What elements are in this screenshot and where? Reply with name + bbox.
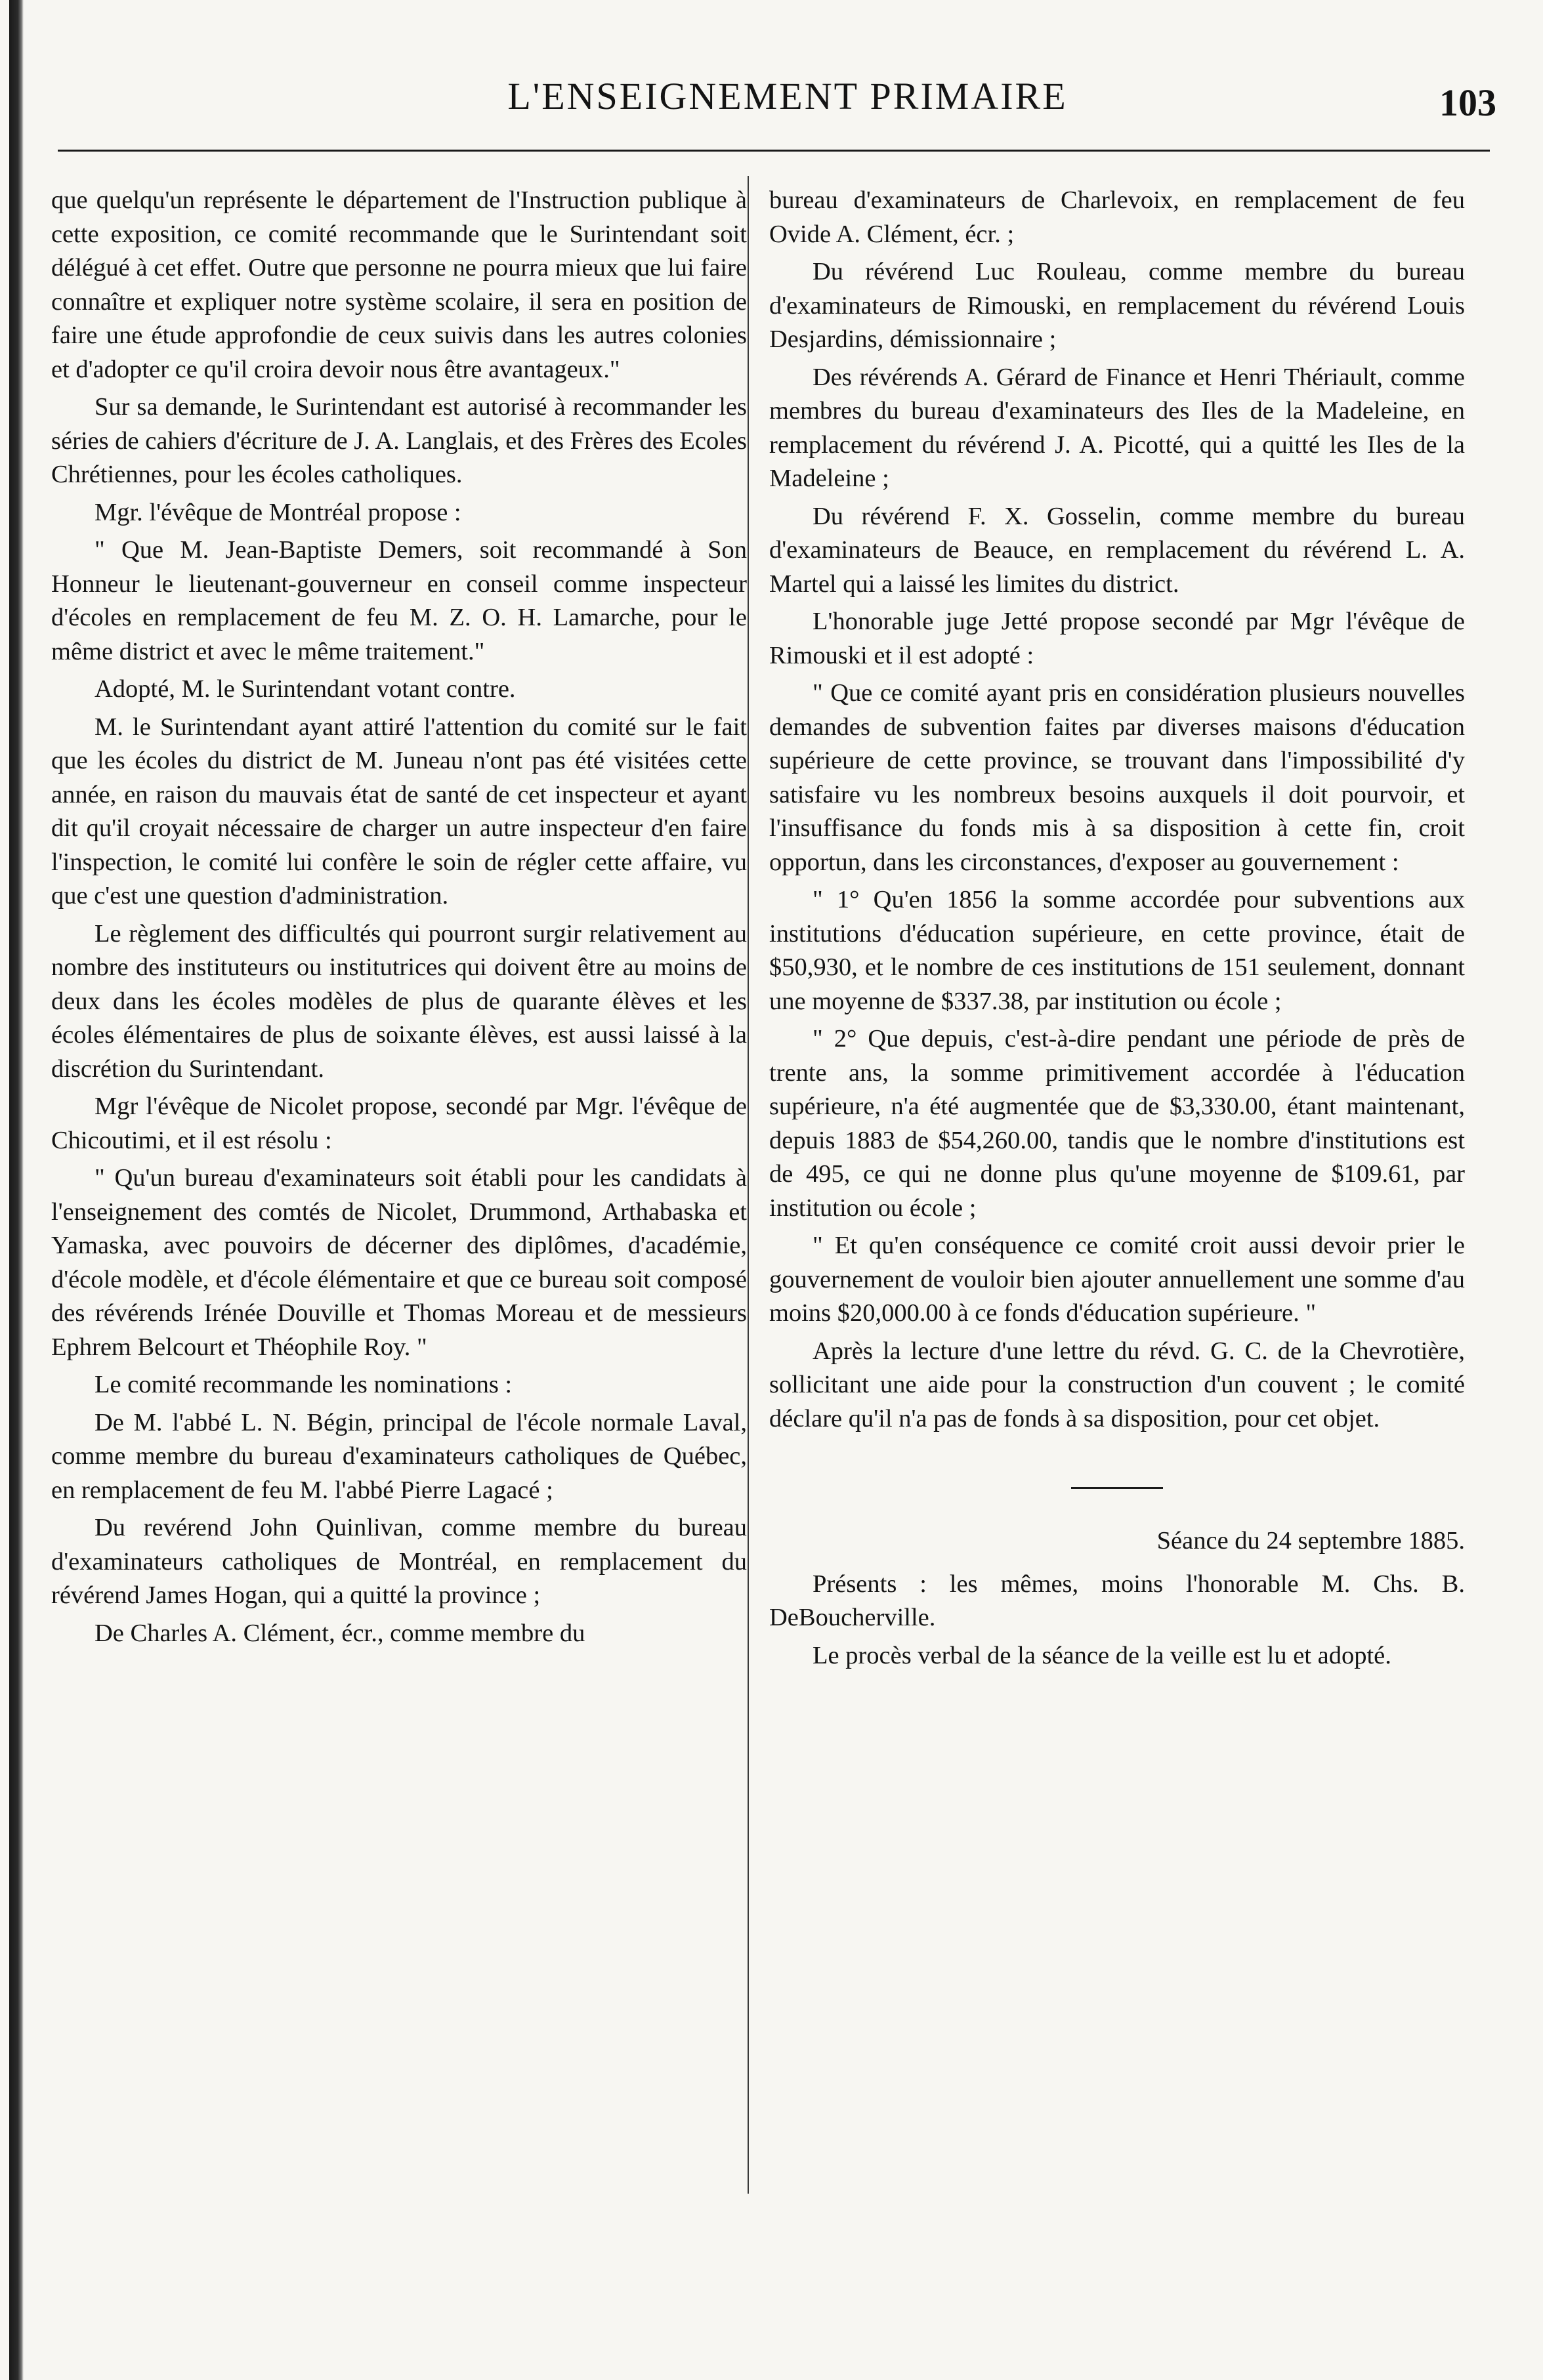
paragraph: " Qu'un bureau d'examinateurs soit établi pour les candidats à l'enseignement des comtés de Nicolet, Drummond, Arthabaska et Yamaska, avec pouvoirs de décerner des diplômes, d'académie, d'école modèle, et d'école élémentaire et que ce bureau soit composé des révérends Irénée Douville et Thomas Moreau et de messieurs Ephrem Belcourt et Théophile Roy. " <box>51 1164 747 1361</box>
right-column <box>769 184 1465 1677</box>
paragraph: De M. l'abbé L. N. Bégin, principal de l'école normale Laval, comme membre du bureau d'examinateurs catholiques de Québec, en remplacement de feu M. l'abbé Pierre Lagacé ; <box>51 1408 747 1504</box>
paragraph: M. le Surintendant ayant attiré l'attention du comité sur le fait que les écoles du district de M. Juneau n'ont pas été visitées cette année, en raison du mauvais état de santé de cet inspecteur et ayant dit qu'il croyait nécessaire de charger un autre inspecteur d'en faire l'inspection, le comité lui confère le soin de régler cette affaire, vu que c'est une question d'administration. <box>51 713 747 909</box>
paragraph: Adopté, M. le Surintendant votant contre. <box>95 675 516 703</box>
paragraph: Mgr l'évêque de Nicolet propose, secondé par Mgr. l'évêque de Chicoutimi, et il est résolu : <box>51 1093 747 1154</box>
paragraph: Sur sa demande, le Surintendant est autorisé à recommander les séries de cahiers d'écriture de J. A. Langlais, et des Frères des Ecoles Chrétiennes, pour les écoles catholiques. <box>51 393 747 488</box>
paragraph: " 1° Qu'en 1856 la somme accordée pour subventions aux institutions d'éducation supérieure, en cette province, était de $50,930, et le nombre de ces institutions de 151 seulement, donnant une moyenne de $337.38, par institution ou école ; <box>769 886 1465 1015</box>
paragraph: Le règlement des difficultés qui pourront surgir relativement au nombre des instituteurs ou institutrices qui doivent être au moins de deux dans les écoles modèles de plus de quarante élèves et les écoles élémentaires de plus de soixante élèves, est aussi laissé à la discrétion du Surintendant. <box>51 919 747 1083</box>
paragraph: Du révérend Luc Rouleau, comme membre du bureau d'examinateurs de Rimouski, en remplacement du révérend Louis Desjardins, démissionnaire ; <box>769 258 1465 353</box>
session-heading: Séance du 24 septembre 1885. <box>1156 1527 1465 1555</box>
paragraph: Mgr. l'évêque de Montréal propose : <box>95 498 461 526</box>
session-present: Présents : les mêmes, moins l'honorable M. Chs. B. DeBoucherville. <box>769 1570 1465 1631</box>
paragraph: " Et qu'en conséquence ce comité croit aussi devoir prier le gouvernement de vouloir bien ajouter annuellement une somme d'au moins $20,000.00 à ce fonds d'éducation supérieure. " <box>769 1232 1465 1327</box>
paragraph: " Que M. Jean-Baptiste Demers, soit recommandé à Son Honneur le lieutenant-gouverneur en conseil comme inspecteur d'écoles en remplacement de feu M. Z. O. H. Lamarche, pour le même district et avec le même traitement." <box>51 536 747 665</box>
binding-edge-shadow <box>9 0 24 2380</box>
paragraph: que quelqu'un représente le département de l'Instruction publique à cette exposition, ce comité recommande que le Surintendant soit délégué à cet effet. Outre que personne ne pourra mieux que lui faire connaître et expliquer notre système scolaire, il sera en position de faire une étude approfondie de ceux suivis dans les autres colonies et d'adopter ce qu'il croira devoir nous être avantageux." <box>51 186 747 383</box>
header-rule <box>58 150 1490 152</box>
page-number: 103 <box>1439 81 1496 124</box>
paragraph: " Que ce comité ayant pris en considération plusieurs nouvelles demandes de subvention faites par diverses maisons d'éducation supérieure de cette province, se trouvant dans l'impossibilité d'y satisfaire vu les nombreux besoins auxquels il doit pourvoir, et l'insuffisance du fonds mis à sa disposition à cette fin, croit opportun, dans les circonstances, d'exposer au gouvernement : <box>769 679 1465 876</box>
paragraph: Le comité recommande les nominations : <box>95 1371 513 1398</box>
section-divider <box>1071 1487 1163 1489</box>
paragraph: De Charles A. Clément, écr., comme membre du <box>95 1619 585 1647</box>
session-minutes: Le procès verbal de la séance de la veille est lu et adopté. <box>813 1641 1391 1669</box>
paragraph: L'honorable juge Jetté propose secondé par Mgr l'évêque de Rimouski et il est adopté : <box>769 608 1465 669</box>
paragraph: Du revérend John Quinlivan, comme membre du bureau d'examinateurs catholiques de Montréal, en remplacement du révérend James Hogan, qui a quitté la province ; <box>51 1514 747 1609</box>
left-column <box>51 184 747 1654</box>
running-head: L'ENSEIGNEMENT PRIMAIRE <box>507 75 1068 117</box>
paragraph: bureau d'examinateurs de Charlevoix, en remplacement de feu Ovide A. Clément, écr. ; <box>769 186 1465 248</box>
column-rule <box>748 176 749 2194</box>
paragraph: " 2° Que depuis, c'est-à-dire pendant une période de près de trente ans, la somme primitivement accordée à l'éducation supérieure, n'a été augmentée que de $3,330.00, étant maintenant, depuis 1883 de $54,260.00, tandis que le nombre d'institutions est de 495, ce qui ne donne plus qu'une moyenne de $109.61, par institution ou école ; <box>769 1025 1465 1222</box>
paragraph: Du révérend F. X. Gosselin, comme membre du bureau d'examinateurs de Beauce, en remplacement du révérend L. A. Martel qui a laissé les limites du district. <box>769 502 1465 598</box>
paragraph: Des révérends A. Gérard de Finance et Henri Thériault, comme membres du bureau d'examinateurs des Iles de la Madeleine, en remplacement du révérend J. A. Picotté, qui a quitté les Iles de la Madeleine ; <box>769 363 1465 492</box>
paragraph: Après la lecture d'une lettre du révd. G. C. de la Chevrotière, sollicitant une aide pour la construction d'un couvent ; le comité déclare qu'il n'a pas de fonds à sa disposition, pour cet objet. <box>769 1337 1465 1432</box>
